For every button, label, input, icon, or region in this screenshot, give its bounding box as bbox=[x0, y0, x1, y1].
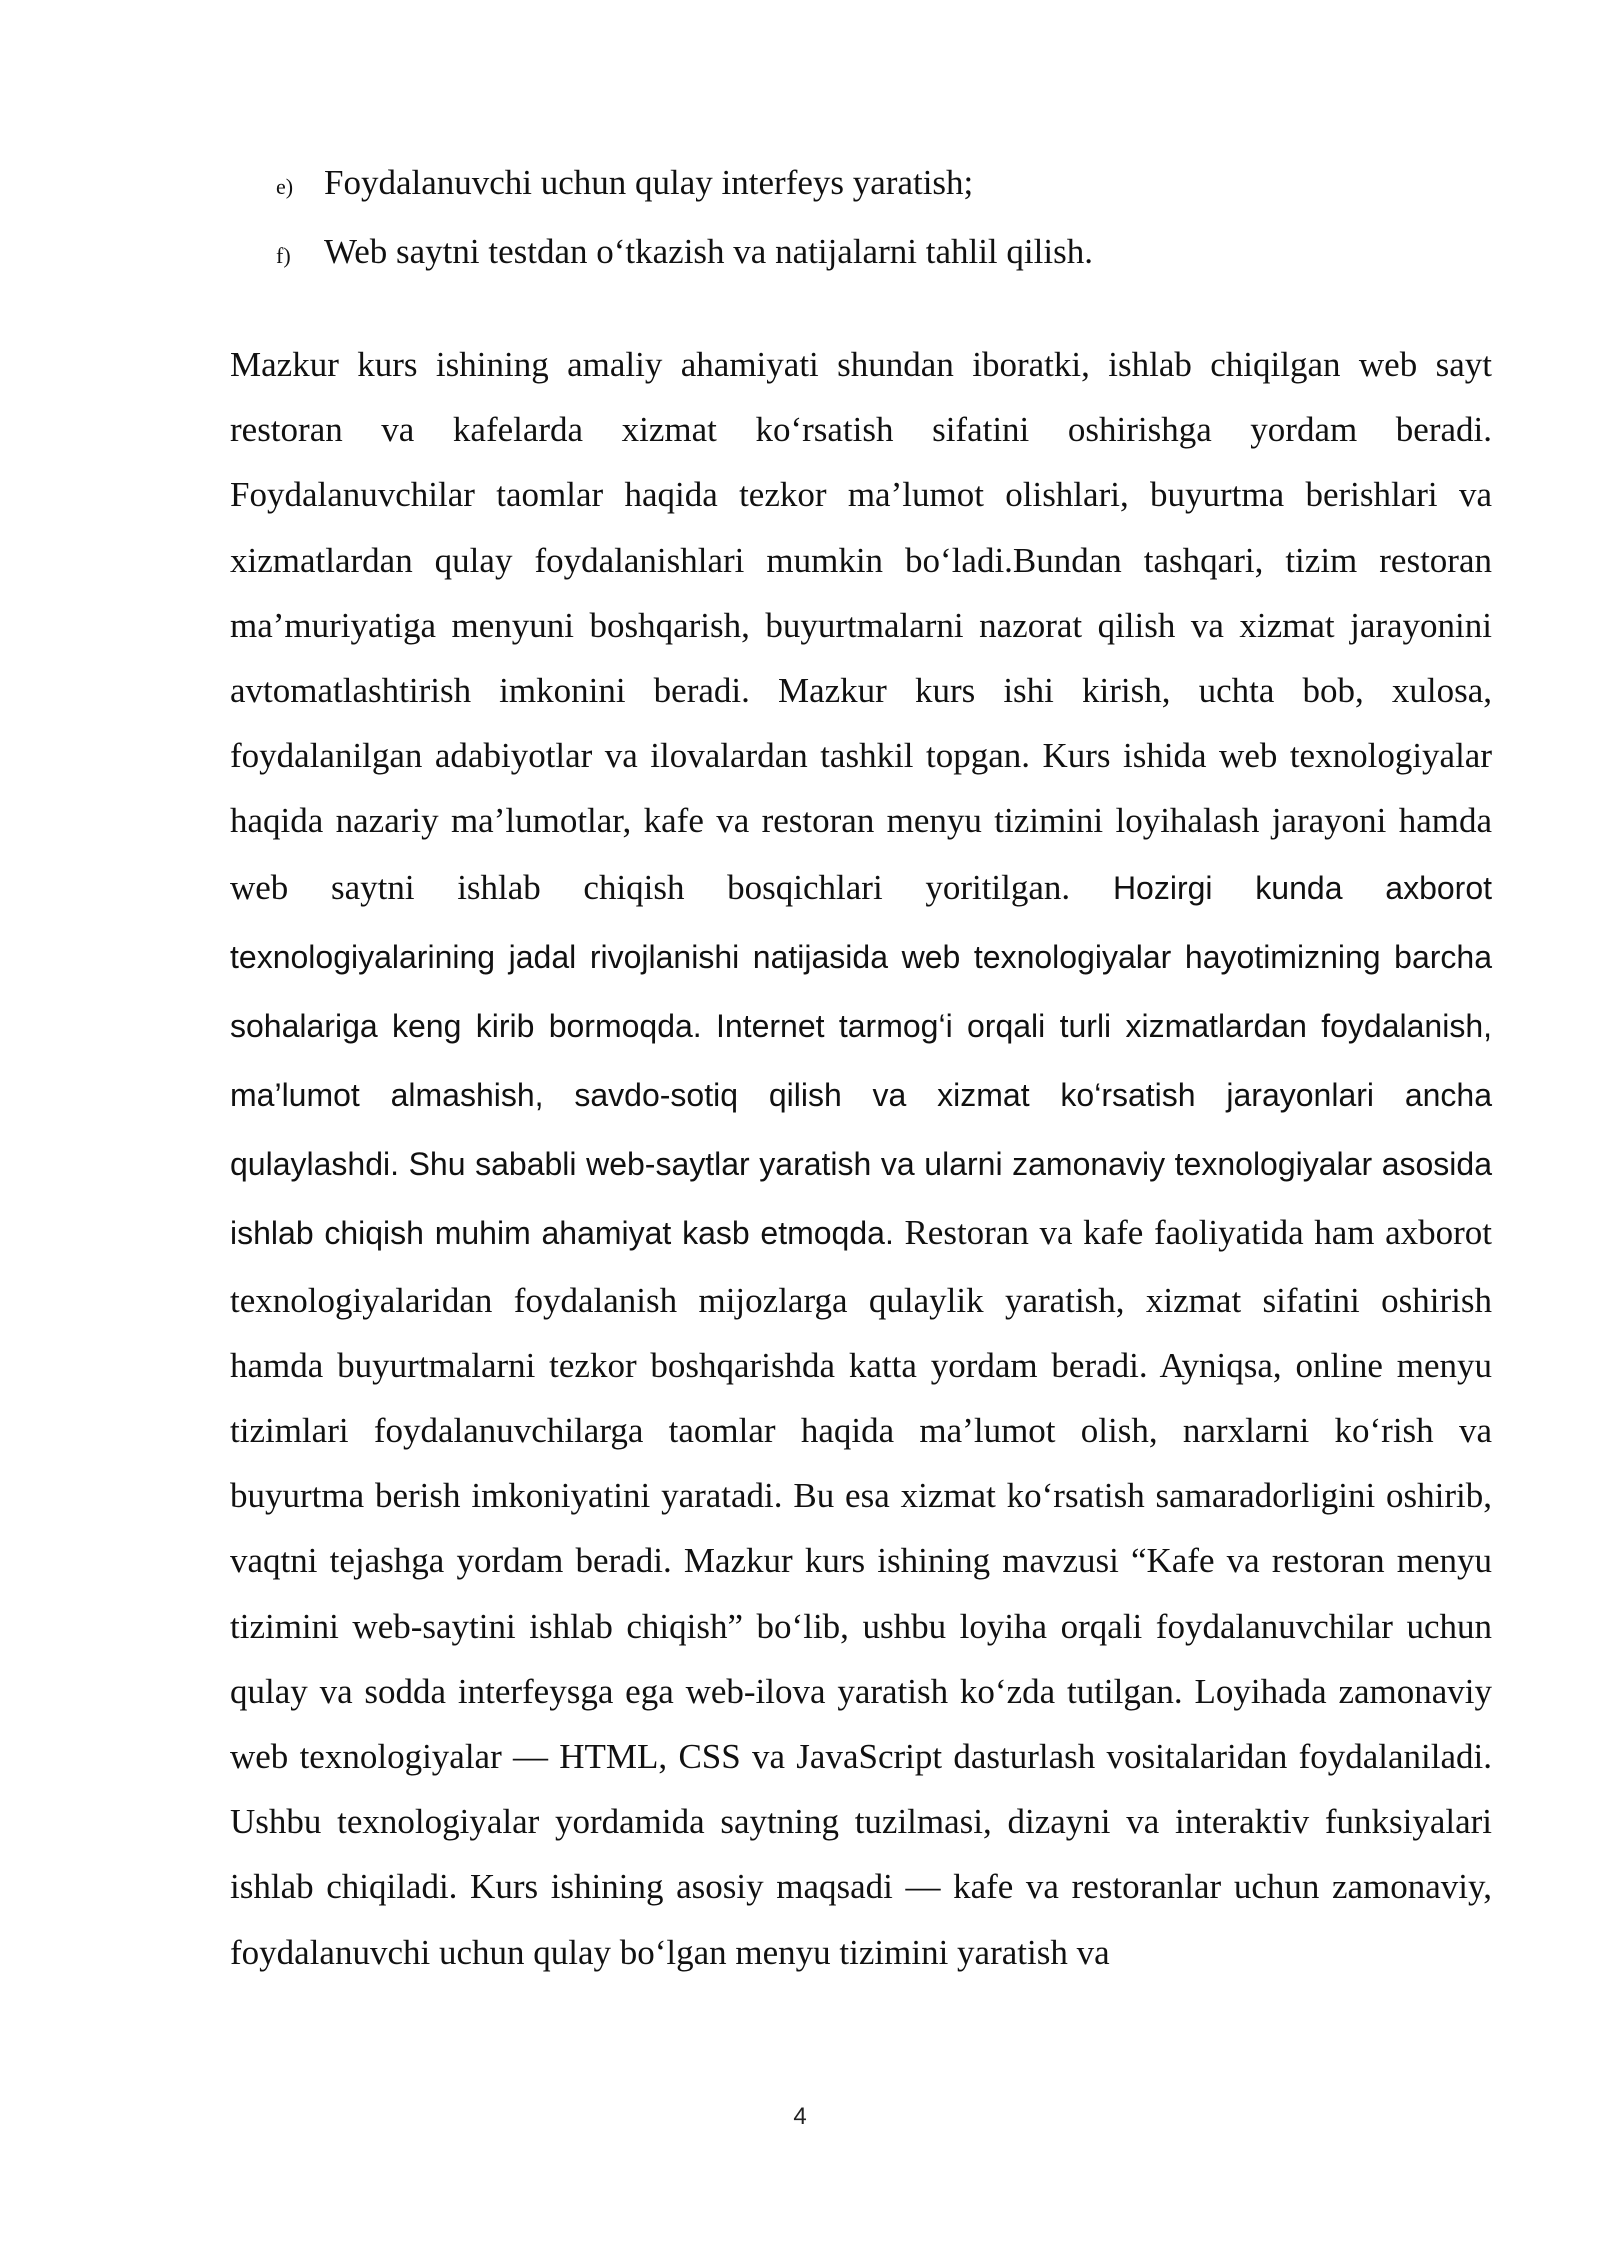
list-item-text: Web saytni testdan o‘tkazish va natijalarni tahlil qilish. bbox=[324, 232, 1093, 271]
page-number: 4 bbox=[793, 2103, 807, 2130]
list-item bbox=[230, 219, 1492, 288]
list-marker: e) bbox=[276, 174, 294, 199]
document-page bbox=[230, 150, 1492, 1985]
objectives-list bbox=[230, 150, 1492, 288]
paragraph-text-sans: Hozirgi kunda axborot texnologiyalarining jadal rivojlanishi natijasida web texnologiyalar hayotimizning barcha sohalariga keng kirib bormoqda. Internet tarmog‘i orqali turli xizmatlardan foydalanish, ma’lumot almashish, savdo-sotiq qilish va xizmat ko‘rsatish jarayonlari ancha qulaylashdi. Shu sababli web-saytlar yaratish va ularni zamonaviy texnologiyalar asosida ishlab chiqish muhim ahamiyat kasb etmoqda. bbox=[230, 869, 1493, 1251]
list-item bbox=[230, 150, 1492, 219]
paragraph-text-serif-1: Mazkur kurs ishining amaliy ahamiyati shundan iboratki, ishlab chiqilgan web sayt restoran va kafelarda xizmat ko‘rsatish sifatini oshirishga yordam beradi. Foydalanuvchilar taomlar haqida tezkor ma’lumot olishlari, buyurtma berishlari va xizmatlardan qulay foydalanishlari mumkin bo‘ladi.Bundan tashqari, tizim restoran ma’muriyatiga menyuni boshqarish, buyurtmalarni nazorat qilish va xizmat jarayonini avtomatlashtirish imkonini beradi. Mazkur kurs ishi kirish, uchta bob, xulosa, foydalanilgan adabiyotlar va ilovalardan tashkil topgan. Kurs ishida web texnologiyalar haqida nazariy ma’lumotlar, kafe va restoran menyu tizimini loyihalash jarayoni hamda web saytni ishlab chiqish bosqichlari yoritilgan. bbox=[230, 345, 1492, 907]
list-item-text: Foydalanuvchi uchun qulay interfeys yaratish; bbox=[324, 163, 974, 202]
paragraph-text-serif-2: Restoran va kafe faoliyatida ham axborot texnologiyalaridan foydalanish mijozlarga qulaylik yaratish, xizmat sifatini oshirish hamda buyurtmalarni tezkor boshqarishda katta yordam beradi. Ayniqsa, online menyu tizimlari foydalanuvchilarga taomlar haqida ma’lumot olish, narxlarni ko‘rish va buyurtma berish imkoniyatini yaratadi. Bu esa xizmat ko‘rsatish samaradorligini oshirib, vaqtni tejashga yordam beradi. Mazkur kurs ishining mavzusi “Kafe va restoran menyu tizimini web-saytini ishlab chiqish” bo‘lib, ushbu loyiha orqali foydalanuvchilar uchun qulay va sodda interfeysga ega web-ilova yaratish ko‘zda tutilgan. Loyihada zamonaviy web texnologiyalar — HTML, CSS va JavaScript dasturlash vositalaridan foydalaniladi. Ushbu texnologiyalar yordamida saytning tuzilmasi, dizayni va interaktiv funksiyalari ishlab chiqiladi. Kurs ishining asosiy maqsadi — kafe va restoranlar uchun zamonaviy, foydalanuvchi uchun qulay bo‘lgan menyu tizimini yaratish va bbox=[230, 1212, 1492, 1972]
list-marker: f) bbox=[276, 243, 291, 268]
body-paragraph bbox=[230, 332, 1492, 1985]
